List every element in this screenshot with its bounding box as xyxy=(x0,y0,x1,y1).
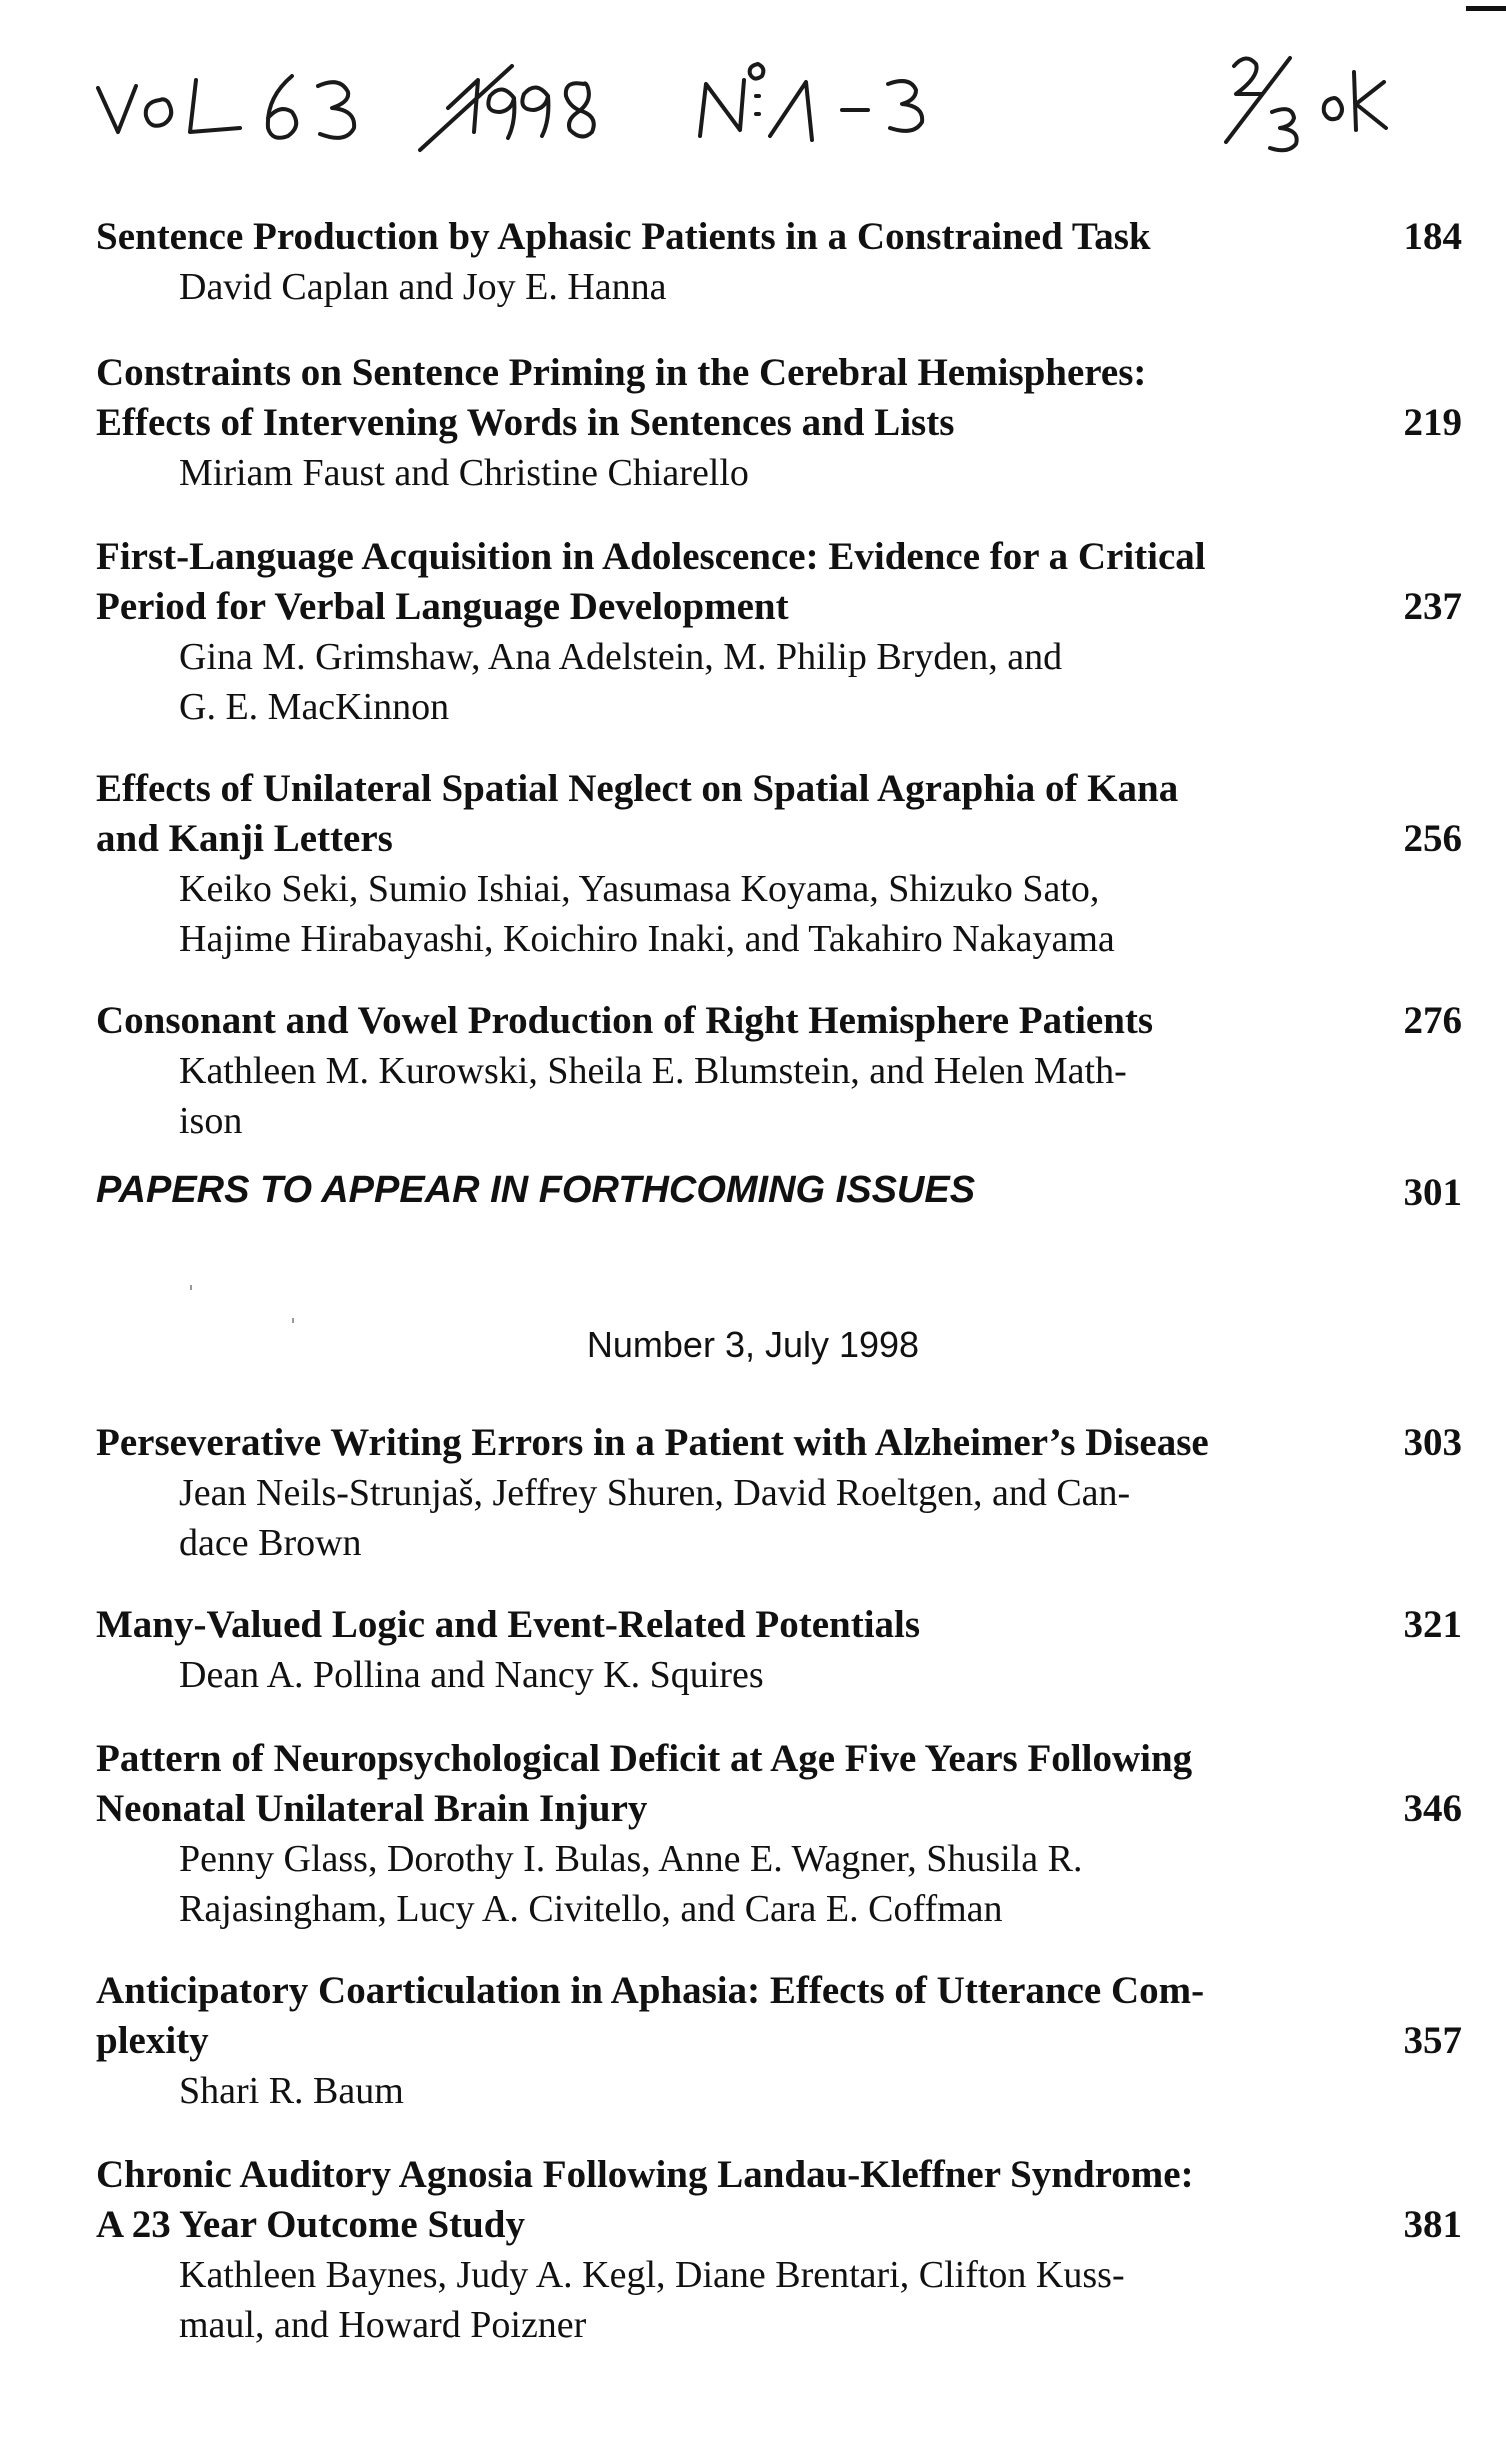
article-title: Effects of Intervening Words in Sentences and Lists xyxy=(96,401,955,444)
article-authors: Gina M. Grimshaw, Ana Adelstein, M. Philip Bryden, and xyxy=(179,636,1063,678)
article-authors: Dean A. Pollina and Nancy K. Squires xyxy=(179,1654,764,1696)
issue-section-heading: Number 3, July 1998 xyxy=(586,1324,920,1365)
article-title: plexity xyxy=(96,2019,209,2062)
toc-entry xyxy=(96,1600,1450,1700)
page-number: 357 xyxy=(1403,2019,1462,2062)
article-title: A 23 Year Outcome Study xyxy=(96,2203,525,2246)
article-title: Neonatal Unilateral Brain Injury xyxy=(96,1787,648,1830)
article-authors: G. E. MacKinnon xyxy=(179,686,450,728)
page-number: 303 xyxy=(1403,1421,1462,1464)
article-authors: Miriam Faust and Christine Chiarello xyxy=(179,452,749,494)
article-title: Sentence Production by Aphasic Patients in a Constrained Task xyxy=(96,215,1151,258)
article-authors: Rajasingham, Lucy A. Civitello, and Cara E. Coffman xyxy=(179,1888,1003,1930)
toc-entry xyxy=(96,996,1450,1146)
toc-entry xyxy=(96,532,1450,732)
article-title: First-Language Acquisition in Adolescence: Evidence for a Critical xyxy=(96,535,1206,578)
article-title: Many-Valued Logic and Event-Related Potentials xyxy=(96,1603,921,1646)
article-authors: Shari R. Baum xyxy=(179,2070,404,2112)
forthcoming-papers-label: PAPERS TO APPEAR IN FORTHCOMING ISSUES xyxy=(96,1169,976,1211)
page-number: 381 xyxy=(1403,2203,1462,2246)
page-number: 184 xyxy=(1403,215,1462,258)
scan-speck xyxy=(190,1285,192,1290)
page-number: 219 xyxy=(1403,401,1462,444)
article-authors: David Caplan and Joy E. Hanna xyxy=(179,266,667,308)
toc-entry xyxy=(96,1734,1450,1934)
article-title: Perseverative Writing Errors in a Patient with Alzheimer’s Disease xyxy=(96,1421,1209,1464)
article-title: Constraints on Sentence Priming in the Cerebral Hemispheres: xyxy=(96,351,1147,394)
toc-entry xyxy=(96,1418,1450,1568)
handwritten-volume-note xyxy=(0,0,1506,200)
page-number: 301 xyxy=(1403,1171,1462,1214)
article-authors: Penny Glass, Dorothy I. Bulas, Anne E. Wagner, Shusila R. xyxy=(179,1838,1083,1880)
page-number: 237 xyxy=(1403,585,1462,628)
toc-entry xyxy=(96,212,1450,312)
article-title: and Kanji Letters xyxy=(96,817,393,860)
page-number: 256 xyxy=(1403,817,1462,860)
toc-entry xyxy=(96,2150,1450,2350)
page-number: 276 xyxy=(1403,999,1462,1042)
article-authors: Kathleen Baynes, Judy A. Kegl, Diane Brentari, Clifton Kuss- xyxy=(179,2254,1125,2296)
article-title: Effects of Unilateral Spatial Neglect on Spatial Agraphia of Kana xyxy=(96,767,1179,810)
toc-entry xyxy=(96,1966,1450,2116)
corner-scan-mark xyxy=(1466,6,1506,11)
article-authors: ison xyxy=(179,1100,243,1142)
page-number: 321 xyxy=(1403,1603,1462,1646)
article-authors: dace Brown xyxy=(179,1522,362,1564)
article-title: Pattern of Neuropsychological Deficit at Age Five Years Following xyxy=(96,1737,1193,1780)
article-title: Consonant and Vowel Production of Right Hemisphere Patients xyxy=(96,999,1154,1042)
article-authors: Keiko Seki, Sumio Ishiai, Yasumasa Koyama, Shizuko Sato, xyxy=(179,868,1100,910)
article-title: Anticipatory Coarticulation in Aphasia: Effects of Utterance Com- xyxy=(96,1969,1205,2012)
article-authors: Hajime Hirabayashi, Koichiro Inaki, and Takahiro Nakayama xyxy=(179,918,1115,960)
page-number: 346 xyxy=(1403,1787,1462,1830)
article-authors: Jean Neils-Strunjaš, Jeffrey Shuren, David Roeltgen, and Can- xyxy=(179,1472,1131,1514)
article-title: Chronic Auditory Agnosia Following Landau-Kleffner Syndrome: xyxy=(96,2153,1194,2196)
toc-entry xyxy=(96,348,1450,498)
article-authors: Kathleen M. Kurowski, Sheila E. Blumstein, and Helen Math- xyxy=(179,1050,1127,1092)
article-title: Period for Verbal Language Development xyxy=(96,585,789,628)
article-authors: maul, and Howard Poizner xyxy=(179,2304,587,2346)
toc-entry xyxy=(96,764,1450,964)
